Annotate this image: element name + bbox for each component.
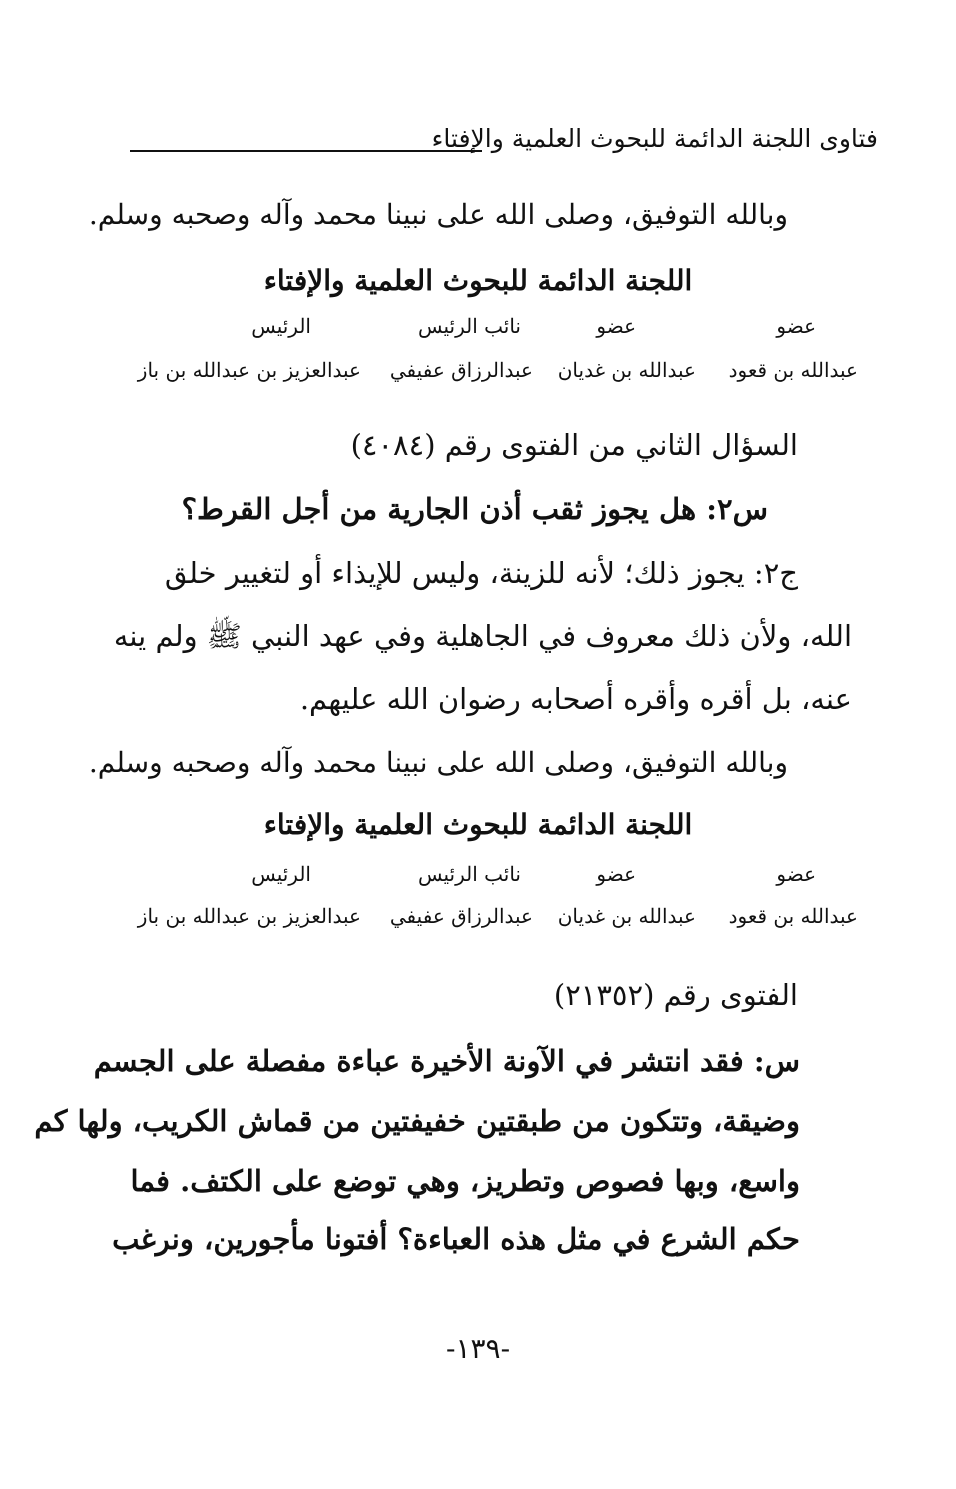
signature-name: عبدالعزيز بن عبدالله بن باز (137, 904, 361, 928)
signature-title: الرئيس (251, 314, 311, 338)
committee-title-2: اللجنة الدائمة للبحوث العلمية والإفتاء (263, 808, 693, 841)
signature-title: عضو (776, 862, 816, 886)
answer-line-3: عنه، بل أقره وأقره أصحابه رضوان الله عليهم. (299, 682, 852, 716)
question-line-1: س: فقد انتشر في الآونة الأخيرة عباءة مفصلة على الجسم (93, 1044, 800, 1078)
fatwa-heading-1: السؤال الثاني من الفتوى رقم (٤٠٨٤) (350, 428, 798, 462)
answer-line-2: الله، ولأن ذلك معروف في الجاهلية وفي عهد النبي ﷺ ولم ينه (113, 619, 852, 653)
signature-name: عبدالرزاق عفيفي (389, 904, 533, 928)
answer-line-1: ج٢: يجوز ذلك؛ لأنه للزينة، وليس للإيذاء أو لتغيير خلق (164, 556, 798, 590)
header-rule (130, 150, 482, 152)
running-header (130, 122, 878, 166)
signature-name: عبدالعزيز بن عبدالله بن باز (137, 358, 361, 382)
signature-title: عضو (596, 862, 636, 886)
page-number: -١٣٩- (445, 1332, 511, 1365)
signature-title: عضو (776, 314, 816, 338)
question-line-2: وضيقة، وتتكون من طبقتين خفيفتين من قماش الكريب، ولها كم (34, 1104, 800, 1138)
header-title: فتاوى اللجنة الدائمة للبحوث العلمية والإفتاء (431, 124, 878, 153)
question-line-4: حكم الشرع في مثل هذه العباءة؟ أفتونا مأجورين، ونرغب (112, 1222, 800, 1256)
committee-title-1: اللجنة الدائمة للبحوث العلمية والإفتاء (263, 264, 693, 297)
signature-titles-2 (150, 862, 856, 892)
signature-name: عبدالله بن قعود (728, 358, 858, 382)
signature-name: عبدالرزاق عفيفي (389, 358, 533, 382)
signature-title: نائب الرئيس (417, 314, 521, 338)
signature-title: الرئيس (251, 862, 311, 886)
signature-names-1 (137, 358, 858, 388)
signature-title: عضو (596, 314, 636, 338)
signature-name: عبدالله بن قعود (728, 904, 858, 928)
closing-line-2: وبالله التوفيق، وصلى الله على نبينا محمد وآله وصحبه وسلم. (88, 746, 788, 779)
fatwa-heading-2: الفتوى رقم (٢١٣٥٢) (553, 978, 798, 1012)
closing-line-1: وبالله التوفيق، وصلى الله على نبينا محمد وآله وصحبه وسلم. (88, 198, 788, 231)
signature-name: عبدالله بن غديان (557, 358, 696, 382)
signature-name: عبدالله بن غديان (557, 904, 696, 928)
question-line-3: واسع، وبها فصوص وتطريز، وهي توضع على الكتف. فما (130, 1164, 800, 1198)
signature-title: نائب الرئيس (417, 862, 521, 886)
question-2: س٢: هل يجوز ثقب أذن الجارية من أجل القرط؟ (181, 492, 768, 526)
signature-names-2 (137, 904, 858, 934)
signature-titles-1 (150, 314, 856, 344)
